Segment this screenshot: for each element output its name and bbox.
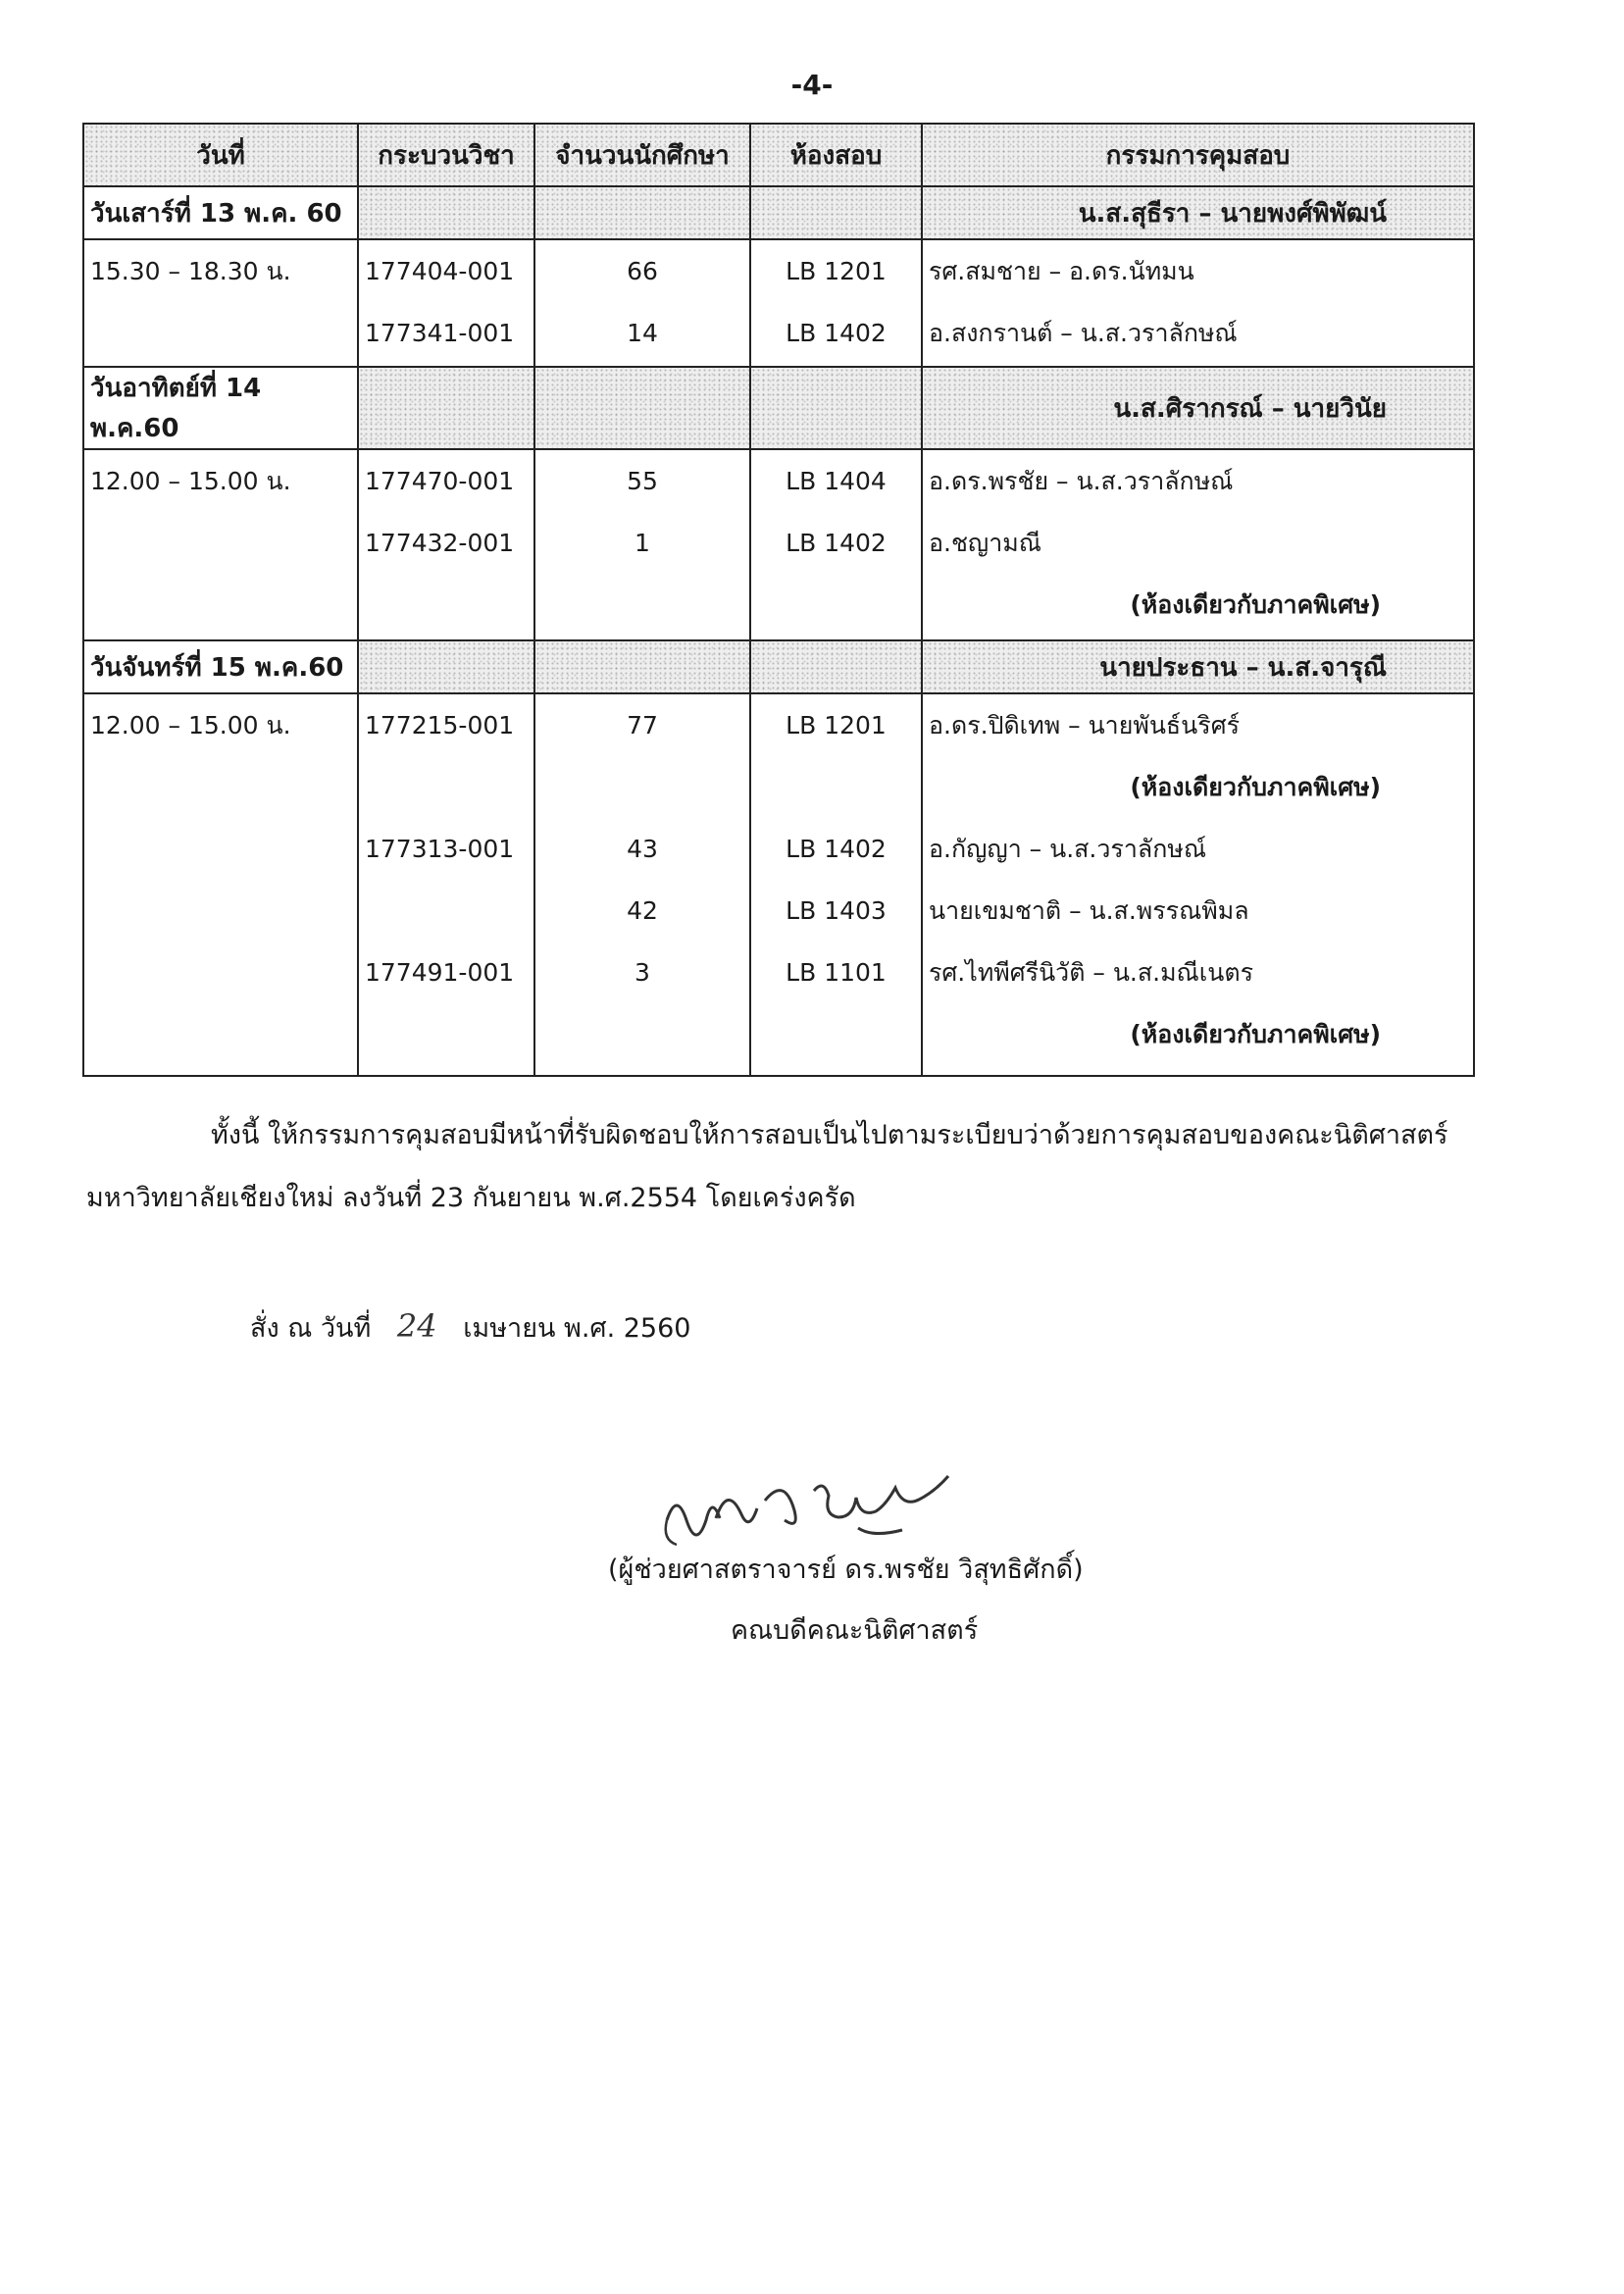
day-body [83, 239, 1474, 367]
day-body [83, 693, 1474, 1076]
lead-proctors: น.ส.ศิรากรณ์ – นายวินัย [922, 367, 1474, 449]
proctor-names: อ.ชญามณี [929, 529, 1041, 557]
day-row [83, 367, 1474, 449]
exam-room: LB 1201 [786, 711, 887, 739]
student-count: 42 [627, 896, 658, 925]
exam-time: 12.00 – 15.00 น. [90, 467, 291, 495]
order-date [250, 1306, 690, 1349]
course-code: 177341-001 [365, 319, 515, 347]
header-course: กระบวนวิชา [358, 124, 534, 186]
proctor-names: อ.ดร.พรชัย – น.ส.วราลักษณ์ [929, 467, 1234, 495]
shared-room-note: (ห้องเดียวกับภาคพิเศษ) [1130, 590, 1381, 619]
exam-time: 15.30 – 18.30 น. [90, 257, 291, 285]
day-label: วันอาทิตย์ที่ 14 พ.ค.60 [83, 367, 358, 449]
student-count: 66 [627, 257, 658, 285]
student-count: 43 [627, 835, 658, 863]
lead-proctors: นายประธาน – น.ส.จารุณี [922, 640, 1474, 693]
proctor-names: รศ.ไทพีศรีนิวัติ – น.ส.มณีเนตร [929, 958, 1254, 987]
header-proctors: กรรมการคุมสอบ [922, 124, 1474, 186]
student-count: 55 [627, 467, 658, 495]
proctor-names: นายเขมชาติ – น.ส.พรรณพิมล [929, 896, 1249, 925]
student-count: 77 [627, 711, 658, 739]
course-code: 177491-001 [365, 958, 515, 987]
header-room: ห้องสอบ [750, 124, 922, 186]
signatory-title: คณบดีคณะนิติศาสตร์ [731, 1615, 979, 1646]
signatory-name: (ผู้ช่วยศาสตราจารย์ ดร.พรชัย วิสุทธิศักดิ์) [608, 1555, 1084, 1585]
day-label: วันเสาร์ที่ 13 พ.ค. 60 [83, 186, 358, 239]
course-code: 177404-001 [365, 257, 515, 285]
exam-room: LB 1101 [786, 958, 887, 987]
page-number: -4- [790, 69, 834, 101]
exam-room: LB 1403 [786, 896, 887, 925]
exam-room: LB 1201 [786, 257, 887, 285]
day-label: วันจันทร์ที่ 15 พ.ค.60 [83, 640, 358, 693]
exam-schedule-table [82, 123, 1475, 1077]
header-date: วันที่ [83, 124, 358, 186]
proctor-names: รศ.สมชาย – อ.ดร.นัทมน [929, 257, 1194, 285]
proctor-names: อ.ดร.ปิดิเทพ – นายพันธ์นริศร์ [929, 711, 1240, 739]
order-date-prefix: สั่ง ณ วันที่ [250, 1313, 372, 1344]
order-date-suffix: เมษายน พ.ศ. 2560 [463, 1313, 691, 1344]
course-code: 177313-001 [365, 835, 515, 863]
exam-room: LB 1402 [786, 529, 887, 557]
lead-proctors: น.ส.สุธีรา – นายพงศ์พิพัฒน์ [922, 186, 1474, 239]
exam-room: LB 1402 [786, 319, 887, 347]
course-code: 177432-001 [365, 529, 515, 557]
student-count: 14 [627, 319, 658, 347]
regulation-paragraph-line1: ทั้งนี้ ให้กรรมการคุมสอบมีหน้าที่รับผิดชอบให้การสอบเป็นไปตามระเบียบว่าด้วยการคุมสอบของคณะนิติศาสตร์ [211, 1120, 1448, 1150]
exam-time: 12.00 – 15.00 น. [90, 711, 291, 739]
table-header-row [83, 124, 1474, 186]
student-count: 1 [634, 529, 650, 557]
exam-room: LB 1402 [786, 835, 887, 863]
course-code: 177215-001 [365, 711, 515, 739]
day-row [83, 186, 1474, 239]
proctor-names: อ.กัญญา – น.ส.วราลักษณ์ [929, 835, 1207, 863]
student-count: 3 [634, 958, 650, 987]
shared-room-note: (ห้องเดียวกับภาคพิเศษ) [1130, 1020, 1381, 1048]
day-body [83, 449, 1474, 640]
handwritten-signature [657, 1461, 1049, 1550]
course-code: 177470-001 [365, 467, 515, 495]
header-students: จำนวนนักศึกษา [534, 124, 750, 186]
regulation-paragraph-line2: มหาวิทยาลัยเชียงใหม่ ลงวันที่ 23 กันยายน พ.ศ.2554 โดยเคร่งครัด [86, 1183, 856, 1213]
day-row [83, 640, 1474, 693]
proctor-names: อ.สงกรานต์ – น.ส.วราลักษณ์ [929, 319, 1238, 347]
exam-room: LB 1404 [786, 467, 887, 495]
handwritten-day: 24 [396, 1307, 437, 1345]
shared-room-note: (ห้องเดียวกับภาคพิเศษ) [1130, 773, 1381, 801]
